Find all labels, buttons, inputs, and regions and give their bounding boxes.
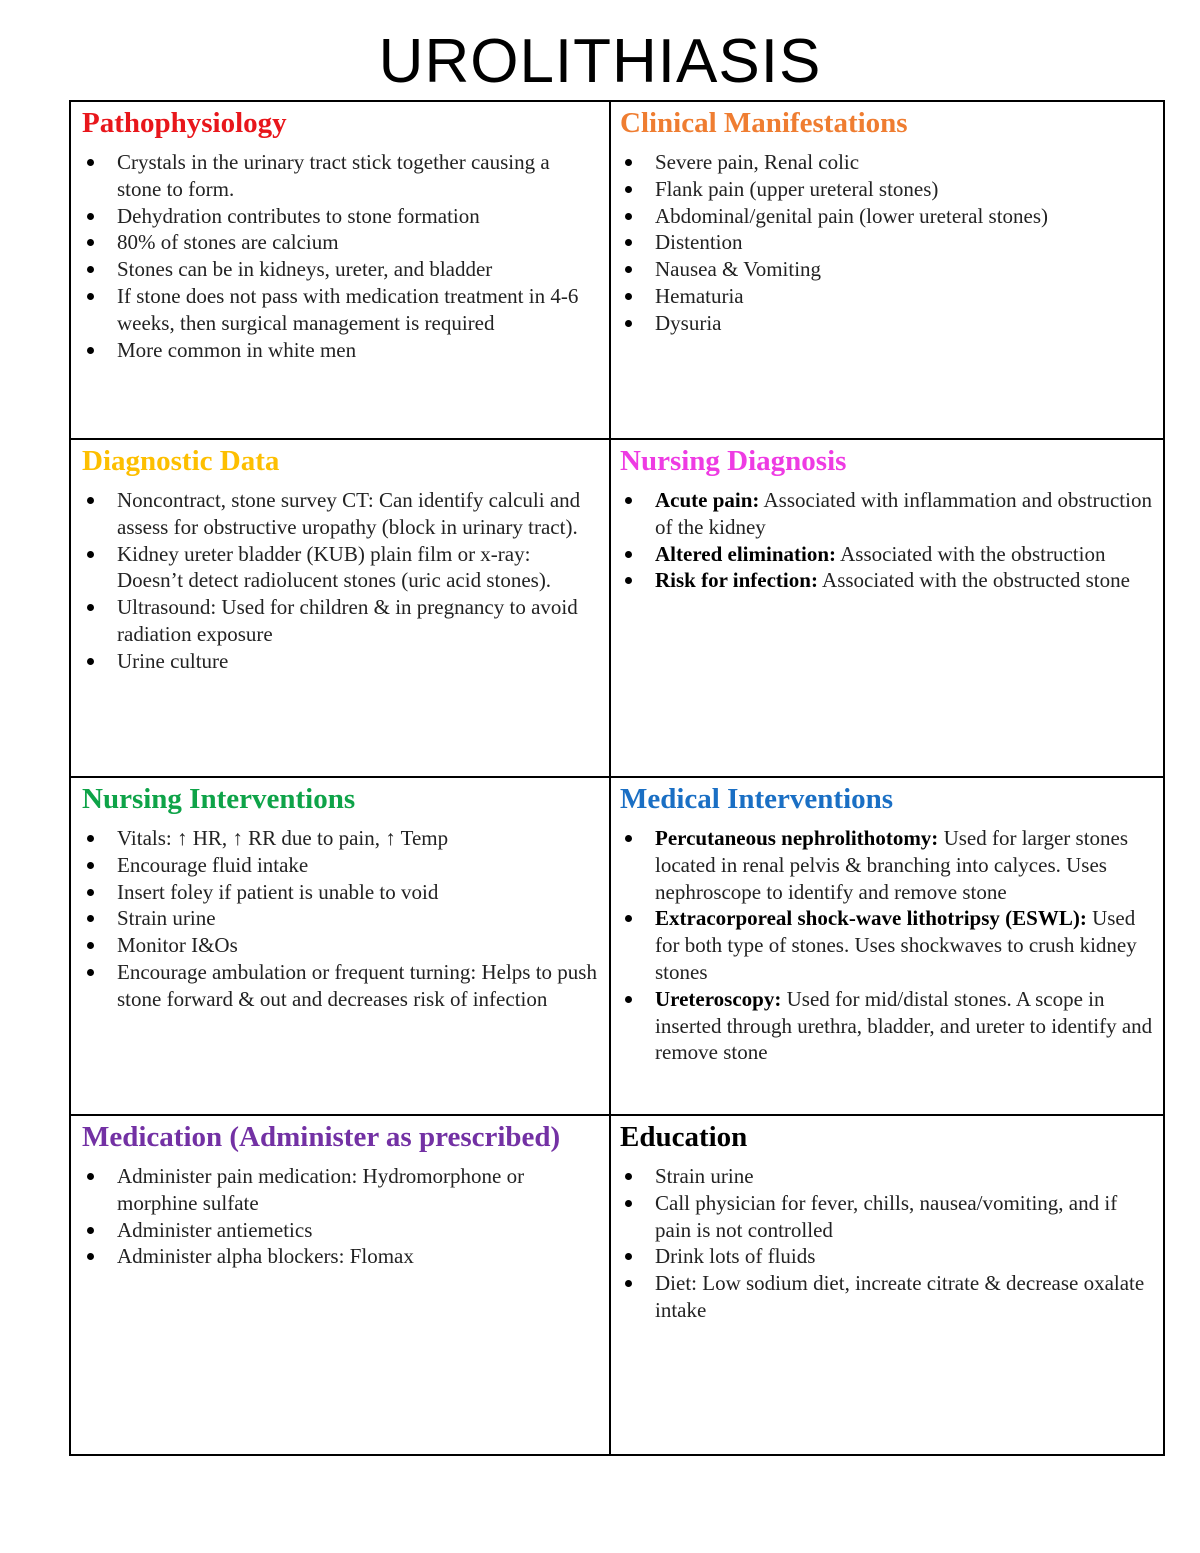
- list-item: [82, 825, 599, 852]
- item-label: Risk for infection:: [655, 568, 818, 593]
- section-medication: [71, 1116, 611, 1454]
- list-item: [620, 825, 1153, 905]
- item-text: More common in white men: [117, 337, 357, 362]
- list-item: [82, 149, 599, 203]
- item-text: Associated with the obstructed stone: [817, 568, 1130, 593]
- list-item: [620, 203, 1153, 230]
- bullet-list: [82, 149, 599, 363]
- item-text: Diet: Low sodium diet, increate citrate & decrease oxalate intake: [655, 1271, 1145, 1322]
- item-text: Strain urine: [655, 1164, 754, 1188]
- list-item: [620, 487, 1153, 541]
- section-medical-interventions: [611, 778, 1163, 1116]
- item-text: Monitor I&Os: [117, 933, 238, 958]
- section-heading: Medical Interventions: [620, 783, 894, 815]
- list-item: [620, 310, 1153, 337]
- page-title: UROLITHIASIS: [378, 27, 822, 96]
- list-item: [620, 1270, 1153, 1324]
- item-label: Extracorporeal shock-wave lithotripsy (ESWL):: [655, 906, 1087, 931]
- item-text: Urine culture: [117, 648, 229, 673]
- list-item: [82, 229, 599, 256]
- section-heading: Education: [620, 1121, 748, 1153]
- list-item: [82, 541, 599, 595]
- item-text: Severe pain, Renal colic: [655, 150, 860, 174]
- bullet-list: [82, 487, 599, 675]
- item-text: Used for mid/distal stones. A scope in inserted through urethra, bladder, and ureter to identify and remove stone: [655, 986, 1153, 1065]
- item-label: Ureteroscopy:: [655, 986, 782, 1011]
- item-text: Strain urine: [117, 906, 216, 931]
- list-item: [82, 256, 599, 283]
- bullet-list: [620, 487, 1153, 594]
- section-education: [611, 1116, 1163, 1454]
- list-item: [620, 256, 1153, 283]
- item-text: Encourage ambulation or frequent turning: Helps to push stone forward & out and decreases risk of infection: [117, 959, 597, 1011]
- item-text: Used for larger stones located in renal pelvis & branching into calyces. Uses nephroscope to identify and remove stone: [655, 826, 1129, 904]
- summary-grid: [69, 100, 1165, 1456]
- item-text: Dysuria: [655, 310, 722, 335]
- item-text: Associated with inflammation and obstruction of the kidney: [655, 488, 1152, 539]
- item-text: Used for both type of stones. Uses shockwaves to crush kidney stones: [655, 906, 1137, 984]
- item-text: Insert foley if patient is unable to void: [117, 879, 439, 904]
- list-item: [82, 203, 599, 230]
- item-text: Dehydration contributes to stone formation: [117, 203, 480, 228]
- section-diagnostic-data: [71, 440, 611, 778]
- section-nursing-diagnosis: [611, 440, 1163, 778]
- list-item: [82, 594, 599, 648]
- item-text: Kidney ureter bladder (KUB) plain film or x-ray: Doesn’t detect radiolucent stones (uric acid stones).: [117, 541, 552, 593]
- item-text: Administer pain medication: Hydromorphone or morphine sulfate: [117, 1164, 525, 1215]
- list-item: [82, 1217, 599, 1244]
- item-label: Percutaneous nephrolithotomy:: [655, 826, 939, 850]
- list-item: [620, 1163, 1153, 1190]
- list-item: [620, 986, 1153, 1066]
- list-item: [620, 905, 1153, 985]
- list-item: [620, 283, 1153, 310]
- list-item: [620, 1190, 1153, 1244]
- list-item: [82, 1243, 599, 1270]
- item-text: Administer antiemetics: [117, 1217, 313, 1242]
- item-text: 80% of stones are calcium: [117, 230, 339, 255]
- section-heading: Nursing Diagnosis: [620, 445, 847, 477]
- list-item: [82, 337, 599, 364]
- list-item: [82, 932, 599, 959]
- item-text: Ultrasound: Used for children & in pregnancy to avoid radiation exposure: [117, 595, 578, 646]
- list-item: [82, 487, 599, 541]
- item-text: Vitals: ↑ HR, ↑ RR due to pain, ↑ Temp: [117, 826, 449, 850]
- item-text: Stones can be in kidneys, ureter, and bladder: [117, 257, 493, 282]
- bullet-list: [82, 1163, 599, 1270]
- list-item: [82, 879, 599, 906]
- item-text: Nausea & Vomiting: [655, 257, 822, 282]
- list-item: [82, 905, 599, 932]
- list-item: [82, 852, 599, 879]
- section-heading: Clinical Manifestations: [620, 107, 908, 139]
- item-text: Administer alpha blockers: Flomax: [117, 1244, 414, 1269]
- list-item: [620, 567, 1153, 594]
- list-item: [620, 1243, 1153, 1270]
- item-label: Altered elimination:: [655, 541, 837, 566]
- list-item: [82, 1163, 599, 1217]
- list-item: [82, 648, 599, 675]
- section-heading: Diagnostic Data: [82, 445, 280, 477]
- item-text: Distention: [655, 230, 743, 255]
- item-text: Associated with the obstruction: [836, 541, 1106, 566]
- section-nursing-interventions: [71, 778, 611, 1116]
- item-text: Noncontract, stone survey CT: Can identify calculi and assess for obstructive uropathy (block in urinary tract).: [117, 488, 581, 539]
- item-text: If stone does not pass with medication treatment in 4-6 weeks, then surgical management is required: [117, 283, 579, 335]
- list-item: [82, 283, 599, 337]
- list-item: [620, 229, 1153, 256]
- list-item: [620, 176, 1153, 203]
- item-text: Flank pain (upper ureteral stones): [655, 176, 939, 201]
- section-heading: Medication (Administer as prescribed): [82, 1121, 561, 1153]
- item-text: Encourage fluid intake: [117, 852, 309, 877]
- item-text: Hematuria: [655, 283, 744, 308]
- list-item: [620, 541, 1153, 568]
- item-label: Acute pain:: [655, 488, 760, 512]
- item-text: Call physician for fever, chills, nausea/vomiting, and if pain is not controlled: [655, 1190, 1118, 1242]
- section-clinical-manifestations: [611, 102, 1163, 440]
- section-heading: Pathophysiology: [82, 107, 287, 139]
- item-text: Abdominal/genital pain (lower ureteral stones): [655, 203, 1049, 228]
- bullet-list: [620, 149, 1153, 337]
- list-item: [82, 959, 599, 1013]
- item-text: Crystals in the urinary tract stick together causing a stone to form.: [117, 150, 550, 201]
- bullet-list: [82, 825, 599, 1013]
- list-item: [620, 149, 1153, 176]
- item-text: Drink lots of fluids: [655, 1244, 816, 1269]
- section-heading: Nursing Interventions: [82, 783, 356, 815]
- section-pathophysiology: [71, 102, 611, 440]
- bullet-list: [620, 825, 1153, 1066]
- bullet-list: [620, 1163, 1153, 1324]
